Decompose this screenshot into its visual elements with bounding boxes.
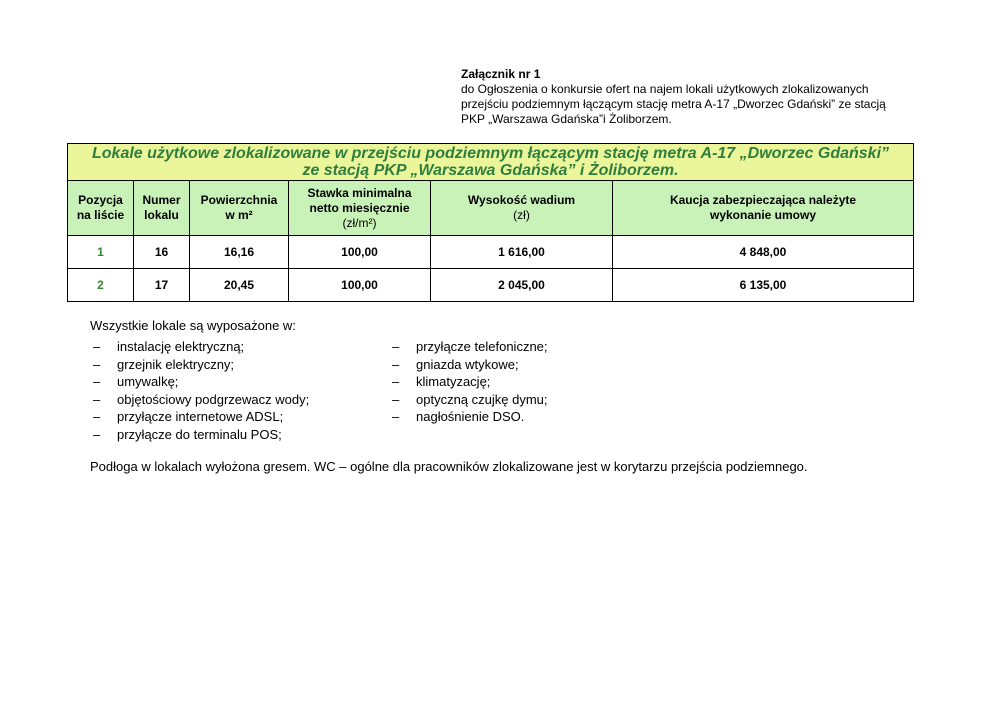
cell-deposit: 1 616,00: [431, 236, 613, 269]
cell-security: 6 135,00: [613, 269, 914, 302]
list-item: – klimatyzację;: [392, 374, 491, 389]
floor-note: Podłoga w lokalach wyłożona gresem. WC – ogólne dla pracowników zlokalizowane jest w korytarzu przejścia podziemnego.: [90, 459, 808, 474]
table-row: [68, 269, 914, 302]
list-item: – gniazda wtykowe;: [392, 356, 519, 372]
table-title-line: ze stacją PKP „Warszawa Gdańska” i Żoliborzem.: [302, 162, 679, 179]
header-number: Numer lokalu: [134, 181, 190, 236]
cell-security: 4 848,00: [613, 236, 914, 269]
cell-area: 20,45: [190, 269, 289, 302]
cell-area: 16,16: [190, 236, 289, 269]
attachment-note: [461, 67, 961, 127]
header-position: Pozycja na liście: [68, 181, 134, 236]
list-item: – umywalkę;: [93, 374, 179, 389]
list-item: – przyłącze internetowe ADSL;: [93, 409, 284, 424]
cell-position: 1: [68, 236, 134, 269]
attachment-line: PKP „Warszawa Gdańska”i Żoliborzem.: [461, 112, 672, 126]
table-title: [68, 144, 914, 181]
list-item: – przyłącze telefoniczne;: [392, 339, 548, 354]
list-item: – optyczną czujkę dymu;: [392, 391, 548, 407]
list-item: – nagłośnienie DSO.: [392, 409, 525, 424]
attachment-title: Załącznik nr 1: [461, 67, 541, 81]
table-row: [68, 236, 914, 269]
table-header-row: [68, 181, 914, 236]
header-area: Powierzchnia w m²: [190, 181, 289, 236]
header-deposit: Wysokość wadium (zł): [431, 181, 613, 236]
attachment-line: do Ogłoszenia o konkursie ofert na najem lokali użytkowych zlokalizowanych: [461, 82, 869, 96]
cell-rate: 100,00: [289, 236, 431, 269]
list-item: – grzejnik elektryczny;: [93, 356, 235, 372]
equipment-list-left: [93, 338, 309, 443]
attachment-line: przejściu podziemnym łączącym stację metra A-17 „Dworzec Gdański” ze stacją: [461, 97, 886, 111]
premises-table: [67, 143, 914, 302]
equipment-intro: Wszystkie lokale są wyposażone w:: [90, 318, 296, 333]
equipment-list-right: [392, 338, 548, 426]
list-item: – przyłącze do terminalu POS;: [93, 426, 282, 442]
cell-deposit: 2 045,00: [431, 269, 613, 302]
header-security: Kaucja zabezpieczająca należyte wykonanie umowy: [613, 181, 914, 236]
list-item: – objętościowy podgrzewacz wody;: [93, 391, 310, 407]
cell-number: 17: [134, 269, 190, 302]
list-item: – instalację elektryczną;: [93, 339, 245, 354]
cell-rate: 100,00: [289, 269, 431, 302]
header-rate: Stawka minimalna netto miesięcznie (zł/m²): [289, 181, 431, 236]
table-title-line: Lokale użytkowe zlokalizowane w przejściu podziemnym łączącym stację metra A-17 „Dworzec Gdański”: [92, 145, 890, 162]
cell-number: 16: [134, 236, 190, 269]
cell-position: 2: [68, 269, 134, 302]
